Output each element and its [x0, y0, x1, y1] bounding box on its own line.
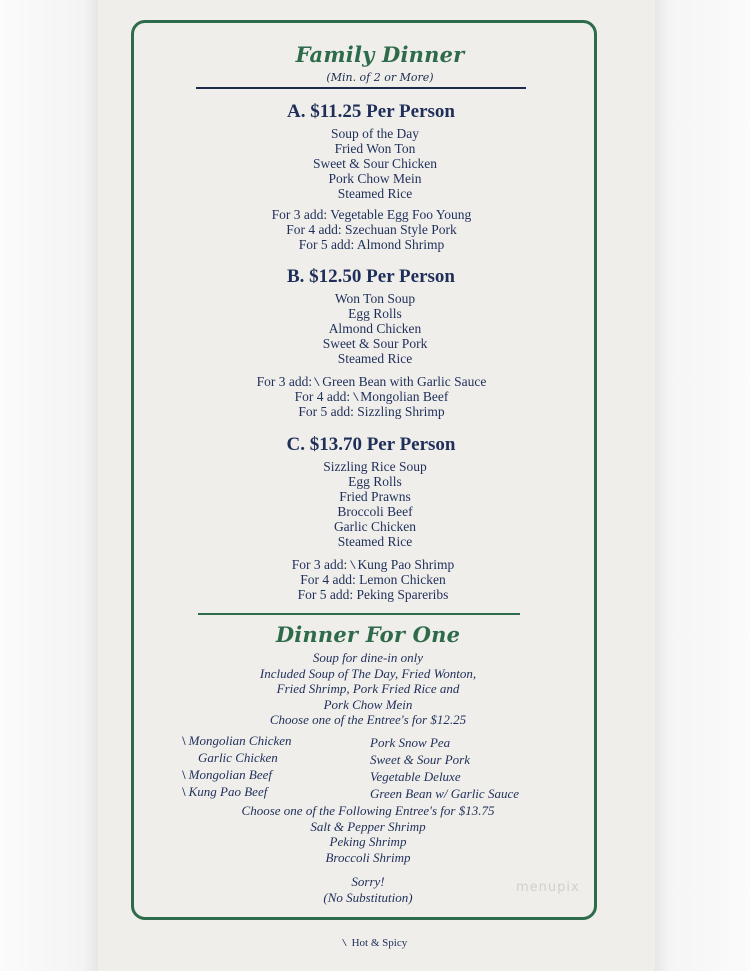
choose-1375-line: Choose one of the Following Entree's for $13.75	[241, 803, 495, 818]
addon-dish: Mongolian Beef	[360, 389, 449, 404]
addon-label: For 3 add:	[291, 557, 348, 572]
family-dinner-title: Family Dinner	[295, 42, 465, 67]
intro-line: Pork Chow Mein	[323, 696, 413, 712]
list-item: Peking Shrimp	[329, 834, 407, 849]
list-item: \ Mongolian Beef	[180, 766, 273, 783]
section-divider	[198, 613, 520, 615]
intro-line: Fried Shrimp, Pork Fried Rice and	[276, 681, 460, 696]
list-item: Broccoli Beef	[337, 504, 413, 519]
list-item: Garlic Chicken	[198, 750, 278, 765]
set-b-items	[0, 291, 750, 366]
dinner-for-one-title: Dinner For One	[275, 622, 461, 647]
list-item: Garlic Chicken	[333, 519, 417, 534]
addon-line: For 3 add: Vegetable Egg Foo Young	[271, 207, 472, 222]
list-item: Sweet & Sour Pork	[322, 336, 428, 351]
no-substitution-text: (No Substitution)	[323, 889, 413, 905]
legend-label: Hot & Spicy	[351, 937, 408, 949]
addon-line: For 4 add: Lemon Chicken	[300, 572, 446, 587]
set-b-addons	[0, 374, 750, 419]
set-c-heading: C. $13.70 Per Person	[286, 434, 456, 455]
list-item: Steamed Rice	[337, 186, 413, 201]
addon-line: For 5 add: Peking Spareribs	[297, 587, 449, 602]
set-b-heading: B. $12.50 Per Person	[287, 266, 455, 287]
list-item: Steamed Rice	[337, 351, 413, 366]
list-item: Almond Chicken	[328, 321, 422, 336]
title-divider	[196, 87, 526, 89]
set-c-addons	[0, 557, 750, 602]
hot-spicy-icon: \	[352, 388, 359, 405]
addon-line	[0, 374, 750, 389]
addon-line: For 5 add: Sizzling Shrimp	[298, 404, 445, 419]
list-item: Egg Rolls	[348, 306, 402, 321]
list-item: Salt & Pepper Shrimp	[310, 818, 426, 834]
premium-entrees	[0, 803, 750, 865]
hot-spicy-icon: \	[180, 783, 187, 800]
addon-line	[0, 557, 750, 572]
addon-dish: Green Bean with Garlic Sauce	[322, 374, 487, 389]
hot-spicy-icon: \	[349, 556, 356, 573]
substitution-note	[0, 874, 750, 905]
dinner-for-one-intro	[0, 650, 750, 728]
sorry-text: Sorry!	[351, 874, 385, 889]
addon-line	[0, 389, 750, 404]
entree-right-column	[370, 734, 519, 802]
hot-spicy-icon: \	[180, 766, 187, 783]
addon-line: For 5 add: Almond Shrimp	[298, 237, 445, 252]
addon-label: For 4 add:	[294, 389, 351, 404]
list-item: Fried Prawns	[339, 489, 411, 504]
list-item: Egg Rolls	[348, 474, 402, 489]
list-item: Won Ton Soup	[334, 291, 416, 306]
list-item: Steamed Rice	[337, 534, 413, 549]
addon-line: For 4 add: Szechuan Style Pork	[286, 222, 457, 237]
intro-line: Included Soup of The Day, Fried Wonton,	[259, 665, 477, 681]
list-item: Sweet & Sour Chicken	[312, 156, 438, 171]
family-dinner-minimum-note: (Min. of 2 or More)	[326, 71, 434, 84]
list-item: Pork Snow Pea	[370, 735, 451, 750]
list-item: Fried Won Ton	[334, 141, 416, 156]
list-item: Sweet & Sour Pork	[370, 752, 471, 767]
list-item: Soup of the Day	[330, 126, 420, 141]
intro-line: Soup for dine-in only	[312, 650, 424, 665]
choose-1225-line: Choose one of the Entree's for $12.25	[269, 712, 467, 727]
hot-spicy-icon: \	[341, 936, 347, 950]
hot-spicy-icon: \	[180, 732, 187, 749]
spicy-legend	[0, 937, 750, 949]
list-item: \ Mongolian Chicken	[180, 732, 292, 749]
watermark: menupix	[516, 880, 580, 895]
list-item: Pork Chow Mein	[328, 171, 422, 186]
set-a-heading: A. $11.25 Per Person	[287, 101, 455, 122]
hot-spicy-icon: \	[314, 373, 321, 390]
list-item: Broccoli Shrimp	[325, 849, 411, 865]
list-item: Sizzling Rice Soup	[323, 459, 427, 474]
list-item: \ Kung Pao Beef	[180, 783, 268, 800]
list-item: Green Bean w/ Garlic Sauce	[370, 786, 519, 801]
addon-dish: Kung Pao Shrimp	[357, 557, 455, 572]
set-c-items	[0, 459, 750, 549]
list-item: Vegetable Deluxe	[370, 769, 461, 784]
set-a-items	[0, 126, 750, 201]
addon-label: For 3 add:	[256, 374, 313, 389]
entree-left-column	[182, 732, 292, 800]
set-a-addons	[0, 207, 750, 252]
